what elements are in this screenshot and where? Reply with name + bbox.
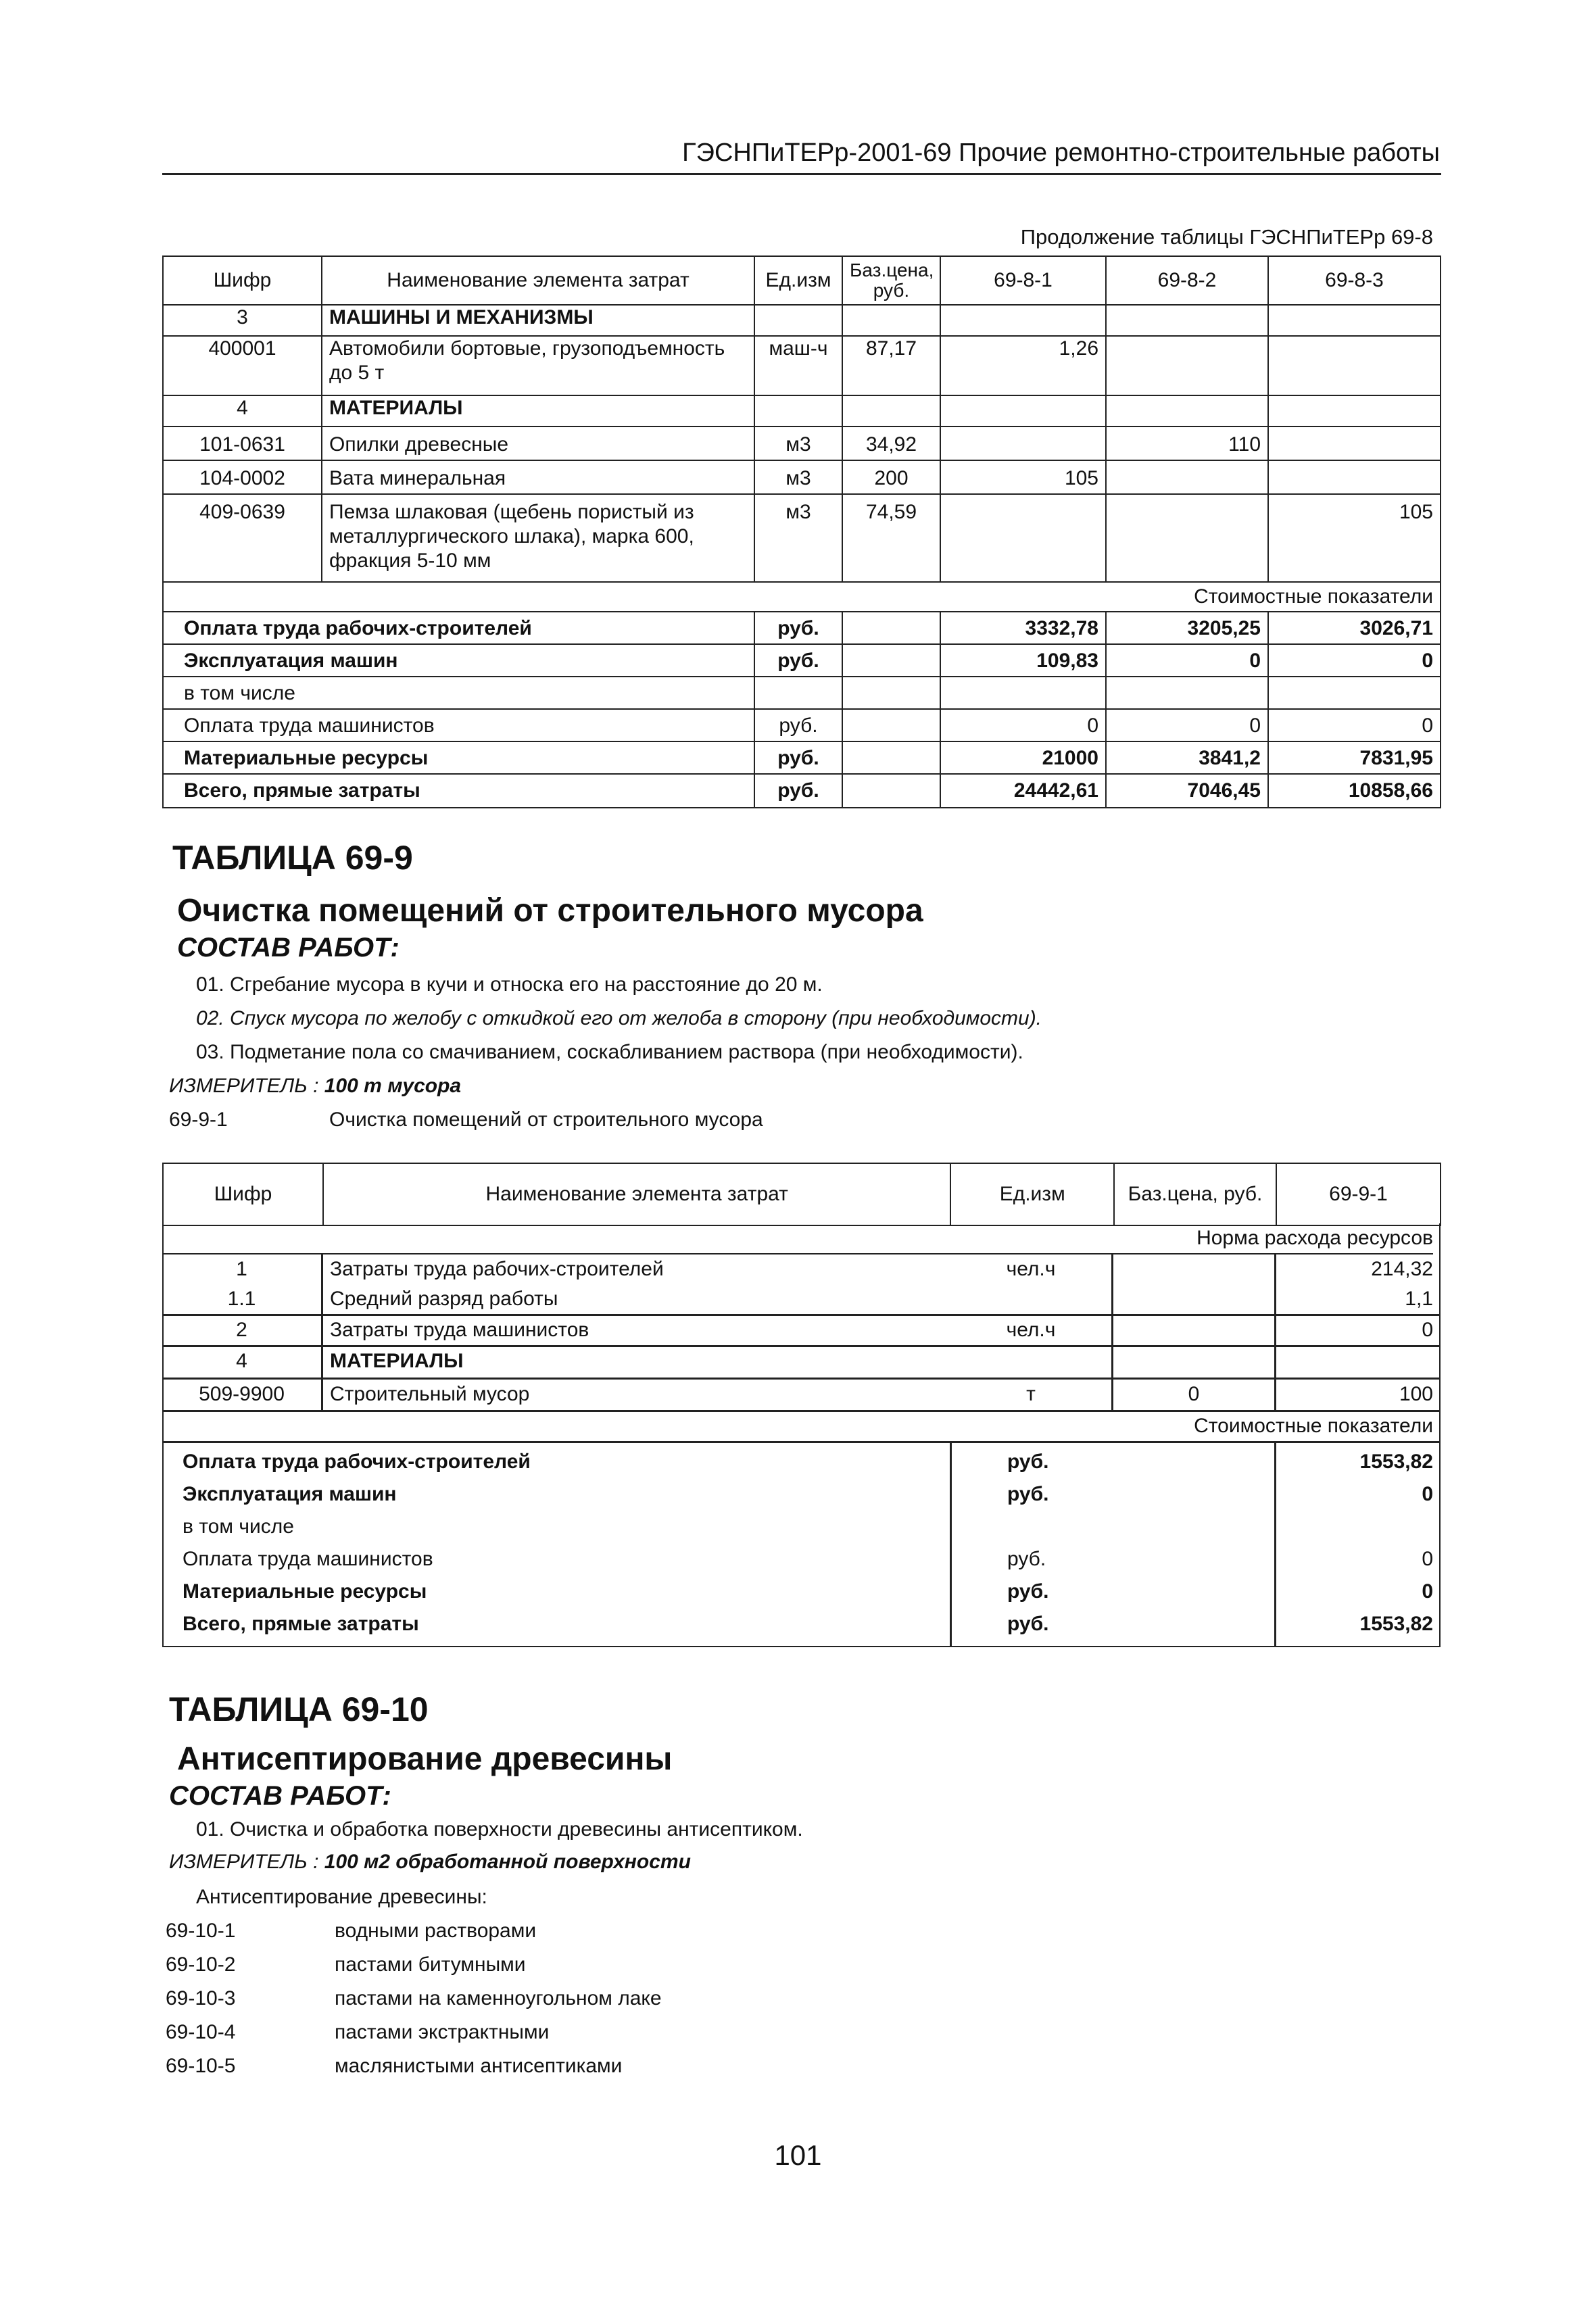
- table-header-row: [163, 256, 1441, 305]
- cost-value: 10858,66: [1268, 774, 1441, 808]
- work-item: 03. Подметание пола со смачиванием, соскабливанием раствора (при необходимости).: [196, 1041, 1023, 1063]
- col-header: Ед.изм: [950, 1164, 1113, 1225]
- cell-name: Пемза шлаковая (щебень пористый из металлургического шлака), марка 600, фракция 5-10 мм: [322, 494, 754, 582]
- cell-price: [842, 305, 940, 336]
- cost-value: 0: [1268, 644, 1441, 677]
- cell-name: Затраты труда машинистов: [330, 1319, 589, 1341]
- cell-code: 101-0631: [163, 427, 322, 460]
- cell-value: 1,26: [940, 336, 1106, 395]
- cell-price: 74,59: [842, 494, 940, 582]
- cell-name: Средний разряд работы: [330, 1288, 558, 1310]
- page-number: 101: [774, 2139, 822, 2171]
- measure-value: 100 т мусора: [324, 1075, 462, 1097]
- cost-value: 0: [1422, 1580, 1433, 1603]
- cost-value: 3332,78: [940, 612, 1106, 644]
- table-title: ТАБЛИЦА 69-10: [169, 1690, 429, 1728]
- cost-row: [163, 709, 1441, 741]
- col-header: 69-8-1: [940, 256, 1106, 305]
- cell-value: [1106, 395, 1268, 427]
- cost-unit: руб.: [754, 709, 842, 741]
- cost-unit: руб.: [1007, 1580, 1049, 1603]
- cell-value: [1106, 460, 1268, 494]
- cell-code: 4: [163, 395, 322, 427]
- cost-header-row: [163, 582, 1441, 612]
- table-row: [163, 395, 1441, 427]
- cost-value: 0: [1106, 709, 1268, 741]
- cost-header: Стоимостные показатели: [1194, 1415, 1433, 1437]
- cost-name: в том числе: [183, 1515, 294, 1538]
- cost-row: [163, 644, 1441, 677]
- cell-value: 0: [1422, 1319, 1433, 1341]
- cost-unit: руб.: [754, 741, 842, 774]
- table-row: [163, 494, 1441, 582]
- cost-unit: руб.: [754, 644, 842, 677]
- table-caption: Продолжение таблицы ГЭСНПиТЕРр 69-8: [1020, 225, 1433, 249]
- cell-name: Автомобили бортовые, грузоподъемность до 5 т: [322, 336, 754, 395]
- cost-value: 21000: [940, 741, 1106, 774]
- cost-header: Стоимостные показатели: [163, 582, 1441, 612]
- cost-value: 7831,95: [1268, 741, 1441, 774]
- table-row: [163, 305, 1441, 336]
- table-69-8: [162, 255, 1441, 808]
- norm-description: пастами экстрактными: [335, 2021, 550, 2043]
- cell-value: [1268, 395, 1441, 427]
- cell-price: 87,17: [842, 336, 940, 395]
- cost-unit: руб.: [1007, 1483, 1049, 1505]
- cell-code: 509-9900: [199, 1383, 285, 1405]
- cost-name: Оплата труда рабочих-строителей: [183, 1451, 531, 1473]
- col-header: 69-9-1: [1276, 1163, 1441, 1225]
- cell-value: [940, 494, 1106, 582]
- norm-description: пастами на каменноугольном лаке: [335, 1987, 662, 2009]
- section-subtitle: Очистка помещений от строительного мусора: [177, 893, 923, 929]
- work-item: 02. Спуск мусора по желобу с откидкой его от желоба в сторону (при необходимости).: [196, 1007, 1042, 1029]
- cost-value: 109,83: [940, 644, 1106, 677]
- cell-value: 110: [1106, 427, 1268, 460]
- norm-header: Норма расхода ресурсов: [162, 1223, 1433, 1254]
- cell-unit: [754, 395, 842, 427]
- cell-value: 1,1: [1405, 1288, 1433, 1310]
- norm-description: водными растворами: [335, 1920, 537, 1942]
- cost-name: Всего, прямые затраты: [183, 1613, 419, 1635]
- cell-code: 1.1: [227, 1288, 256, 1310]
- measure-label: ИЗМЕРИТЕЛЬ :: [169, 1851, 319, 1873]
- norm-code: 69-10-3: [166, 1987, 236, 2009]
- cost-value: [1268, 677, 1441, 709]
- cost-name: Эксплуатация машин: [163, 644, 754, 677]
- cost-value: 1553,82: [1359, 1613, 1433, 1635]
- cell-value: 105: [940, 460, 1106, 494]
- table-69-9-body: [162, 1223, 1440, 1648]
- table-row: [163, 427, 1441, 460]
- measure-label: ИЗМЕРИТЕЛЬ :: [169, 1075, 319, 1097]
- col-header: Баз.цена, руб.: [842, 256, 940, 305]
- col-header: Шифр: [163, 1163, 323, 1225]
- cost-value: 0: [1422, 1483, 1433, 1505]
- norm-code: 69-10-5: [166, 2055, 236, 2077]
- table-title: ТАБЛИЦА 69-9: [172, 839, 413, 877]
- cost-unit: руб.: [1007, 1548, 1046, 1570]
- cell-code: 2: [236, 1319, 247, 1341]
- cell-code: 400001: [163, 336, 322, 395]
- cost-name: Оплата труда машинистов: [163, 709, 754, 741]
- cell-value: [1268, 305, 1441, 336]
- norm-description: пастами битумными: [335, 1953, 526, 1976]
- table-row: [163, 460, 1441, 494]
- cost-name: Оплата труда машинистов: [183, 1548, 433, 1570]
- cost-value: 0: [1268, 709, 1441, 741]
- cell-value: [1106, 494, 1268, 582]
- cell-value: [940, 395, 1106, 427]
- cell-code: 4: [236, 1350, 247, 1372]
- cell-price: 0: [1188, 1383, 1200, 1405]
- work-composition-label: СОСТАВ РАБОТ:: [177, 933, 400, 962]
- cell-code: 409-0639: [163, 494, 322, 582]
- cell-value: [940, 305, 1106, 336]
- cost-name: Материальные ресурсы: [183, 1580, 427, 1603]
- cost-row: [163, 677, 1441, 709]
- cost-row: [163, 741, 1441, 774]
- measure-unit: [169, 1851, 691, 1874]
- cell-unit: чел.ч: [1006, 1258, 1056, 1280]
- col-header: Шифр: [163, 256, 322, 305]
- cost-value: 1553,82: [1359, 1451, 1433, 1473]
- cell-name: Затраты труда рабочих-строителей: [330, 1258, 664, 1280]
- cost-name: Эксплуатация машин: [183, 1483, 397, 1505]
- cost-row: [163, 774, 1441, 808]
- col-header: Наименование элемента затрат: [485, 1183, 788, 1205]
- measure-value: 100 м2 обработанной поверхности: [324, 1851, 691, 1873]
- cell-value: [1268, 427, 1441, 460]
- norm-code: 69-10-1: [166, 1920, 236, 1942]
- cell-unit: [754, 305, 842, 336]
- col-header: 69-8-3: [1268, 256, 1441, 305]
- cell-price: [842, 395, 940, 427]
- cell-price: 200: [842, 460, 940, 494]
- cell-unit: маш-ч: [754, 336, 842, 395]
- cell-value: [1268, 336, 1441, 395]
- cell-value: [1106, 336, 1268, 395]
- cell-name: МАШИНЫ И МЕХАНИЗМЫ: [322, 305, 754, 336]
- running-header: ГЭСНПиТЕРр-2001-69 Прочие ремонтно-строительные работы: [682, 139, 1440, 167]
- cell-code: 1: [236, 1258, 247, 1280]
- norm-description: Очистка помещений от строительного мусора: [329, 1108, 763, 1131]
- col-header: Наименование элемента затрат: [322, 256, 754, 305]
- cost-unit: [754, 677, 842, 709]
- cost-unit: руб.: [754, 774, 842, 808]
- cost-unit: руб.: [1007, 1451, 1049, 1473]
- norm-code: 69-10-2: [166, 1953, 236, 1976]
- cost-value: 24442,61: [940, 774, 1106, 808]
- cell-name: МАТЕРИАЛЫ: [330, 1350, 464, 1372]
- norm-code: 69-10-4: [166, 2021, 236, 2043]
- cell-unit: м3: [754, 460, 842, 494]
- cell-name: Строительный мусор: [330, 1383, 530, 1405]
- cell-value: [1106, 305, 1268, 336]
- cell-value: 105: [1268, 494, 1441, 582]
- section-subtitle: Антисептирование древесины: [177, 1741, 673, 1777]
- cost-row: [163, 612, 1441, 644]
- measure-unit: [169, 1075, 461, 1098]
- cell-value: 100: [1399, 1383, 1433, 1405]
- table-row: [163, 336, 1441, 395]
- cost-value: [940, 677, 1106, 709]
- cell-value: 214,32: [1371, 1258, 1433, 1280]
- cell-unit: чел.ч: [1006, 1319, 1056, 1341]
- cell-price: 34,92: [842, 427, 940, 460]
- cost-unit: руб.: [1007, 1613, 1049, 1635]
- cost-value: 3841,2: [1106, 741, 1268, 774]
- cell-unit: м3: [754, 427, 842, 460]
- cell-code: 3: [163, 305, 322, 336]
- cost-name: Оплата труда рабочих-строителей: [163, 612, 754, 644]
- work-composition-label: СОСТАВ РАБОТ:: [169, 1781, 391, 1811]
- col-header: Ед.изм: [754, 256, 842, 305]
- norm-code: 69-9-1: [169, 1108, 228, 1131]
- cost-name: Всего, прямые затраты: [163, 774, 754, 808]
- cell-name: МАТЕРИАЛЫ: [322, 395, 754, 427]
- cost-value: 0: [1106, 644, 1268, 677]
- list-intro: Антисептирование древесины:: [196, 1886, 487, 1908]
- cell-unit: т: [1026, 1383, 1036, 1405]
- header-rule: [162, 173, 1441, 175]
- cell-value: [940, 427, 1106, 460]
- work-item: 01. Очистка и обработка поверхности древесины антисептиком.: [196, 1818, 803, 1841]
- cost-value: 3205,25: [1106, 612, 1268, 644]
- col-header: Баз.цена, руб.: [1114, 1163, 1276, 1225]
- work-item: 01. Сгребание мусора в кучи и относка его на расстояние до 20 м.: [196, 973, 823, 996]
- table-header-row: [163, 1163, 1441, 1225]
- cost-unit: руб.: [754, 612, 842, 644]
- cost-name: Материальные ресурсы: [163, 741, 754, 774]
- cell-name: Вата минеральная: [322, 460, 754, 494]
- cost-value: 7046,45: [1106, 774, 1268, 808]
- cost-name: в том числе: [163, 677, 754, 709]
- cell-code: 104-0002: [163, 460, 322, 494]
- cell-unit: м3: [754, 494, 842, 582]
- table-69-9: [162, 1163, 1441, 1226]
- norm-description: маслянистыми антисептиками: [335, 2055, 623, 2077]
- cell-value: [1268, 460, 1441, 494]
- cost-value: 0: [1422, 1548, 1433, 1570]
- col-header: 69-8-2: [1106, 256, 1268, 305]
- cost-value: 0: [940, 709, 1106, 741]
- cell-name: Опилки древесные: [322, 427, 754, 460]
- cost-value: 3026,71: [1268, 612, 1441, 644]
- cost-value: [1106, 677, 1268, 709]
